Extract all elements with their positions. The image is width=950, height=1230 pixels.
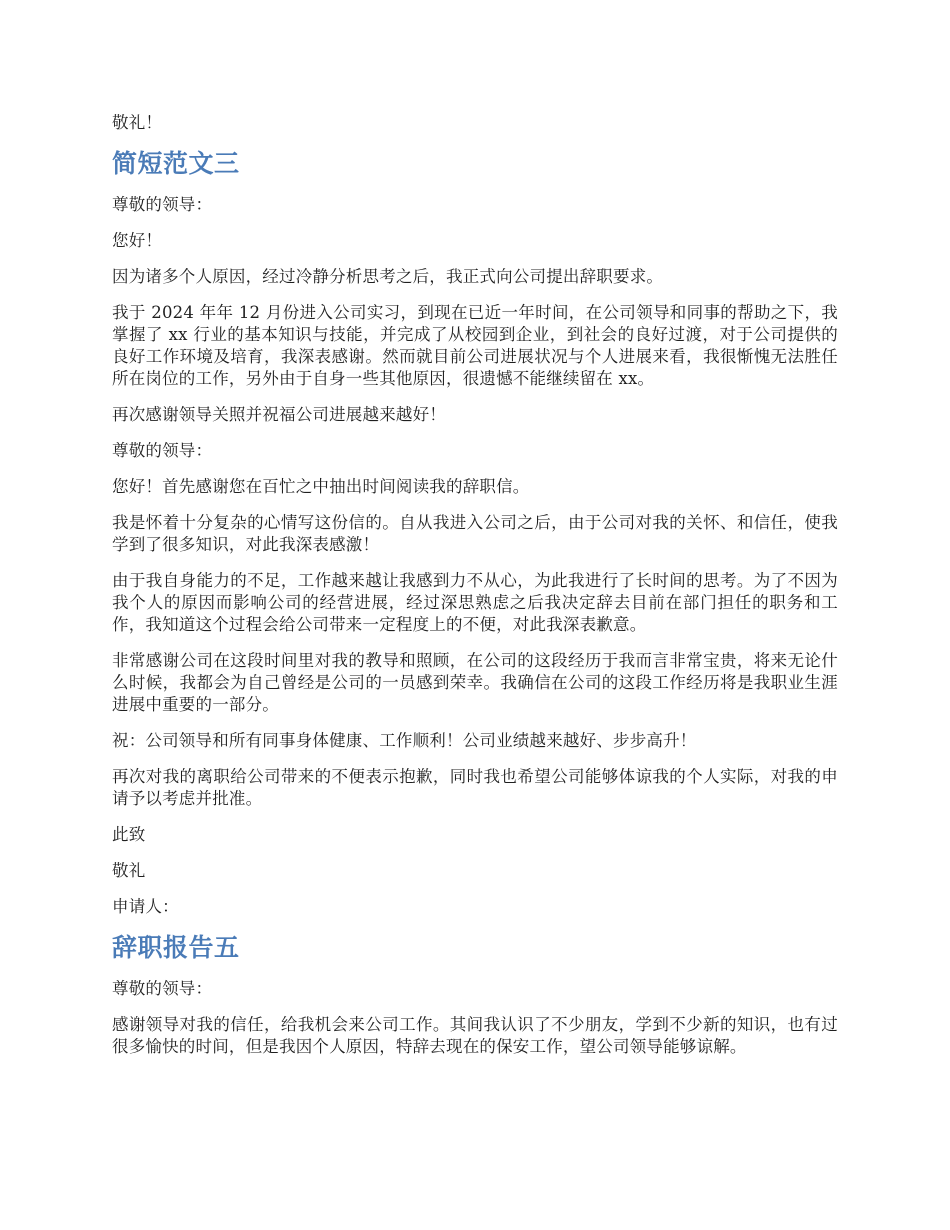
closing-salutation: 敬礼！: [112, 113, 163, 132]
greeting-recipient: 尊敬的领导：: [112, 195, 213, 214]
closing-line: 此致: [112, 825, 146, 844]
body-paragraph: 再次对我的离职给公司带来的不便表示抱歉，同时我也希望公司能够体谅我的个人实际，对我的申请予以考虑并批准。: [112, 767, 838, 808]
greeting-recipient: 尊敬的领导：: [112, 441, 213, 460]
body-paragraph: 再次感谢领导关照并祝福公司进展越来越好！: [112, 405, 446, 424]
body-paragraph: 非常感谢公司在这段时间里对我的教导和照顾，在公司的这段经历于我而言非常宝贵，将来无论什么时候，我都会为自己曾经是公司的一员感到荣幸。我确信在公司的这段工作经历将是我职业生涯进展中重要的一部分。: [112, 651, 838, 714]
section-heading-report-five: 辞职报告五: [112, 933, 240, 962]
body-paragraph: 祝：公司领导和所有同事身体健康、工作顺利！公司业绩越来越好、步步高升！: [112, 731, 697, 750]
applicant-line: 申请人：: [112, 897, 179, 916]
body-paragraph: 我是怀着十分复杂的心情写这份信的。自从我进入公司之后，由于公司对我的关怀、和信任，使我学到了很多知识，对此我深表感激！: [112, 513, 838, 554]
body-paragraph: 您好！首先感谢您在百忙之中抽出时间阅读我的辞职信。: [112, 477, 530, 496]
body-paragraph: 由于我自身能力的不足，工作越来越让我感到力不从心，为此我进行了长时间的思考。为了不因为我个人的原因而影响公司的经营进展，经过深思熟虑之后我决定辞去目前在部门担任的职务和工作，我知道这个过程会给公司带来一定程度上的不便，对此我深表歉意。: [112, 571, 838, 634]
body-paragraph: 感谢领导对我的信任，给我机会来公司工作。其间我认识了不少朋友，学到不少新的知识，也有过很多愉快的时间，但是我因个人原因，特辞去现在的保安工作，望公司领导能够谅解。: [112, 1015, 838, 1056]
body-paragraph: 因为诸多个人原因，经过冷静分析思考之后，我正式向公司提出辞职要求。: [112, 267, 664, 286]
greeting-hello: 您好！: [112, 231, 163, 250]
body-paragraph: 我于 2024 年年 12 月份进入公司实习，到现在已近一年时间，在公司领导和同事的帮助之下，我掌握了 xx 行业的基本知识与技能，并完成了从校园到企业，到社会的良好过渡，对于公司提供的良好工作环境及培育，我深表感谢。然而就目前公司进展状况与个人进展来看，我很惭愧无法胜任所在岗位的工作，另外由于自身一些其他原因，很遗憾不能继续留在 xx。: [112, 303, 838, 388]
greeting-recipient: 尊敬的领导：: [112, 979, 213, 998]
section-heading-sample-three: 简短范文三: [112, 149, 240, 178]
closing-salutation: 敬礼: [112, 861, 146, 880]
